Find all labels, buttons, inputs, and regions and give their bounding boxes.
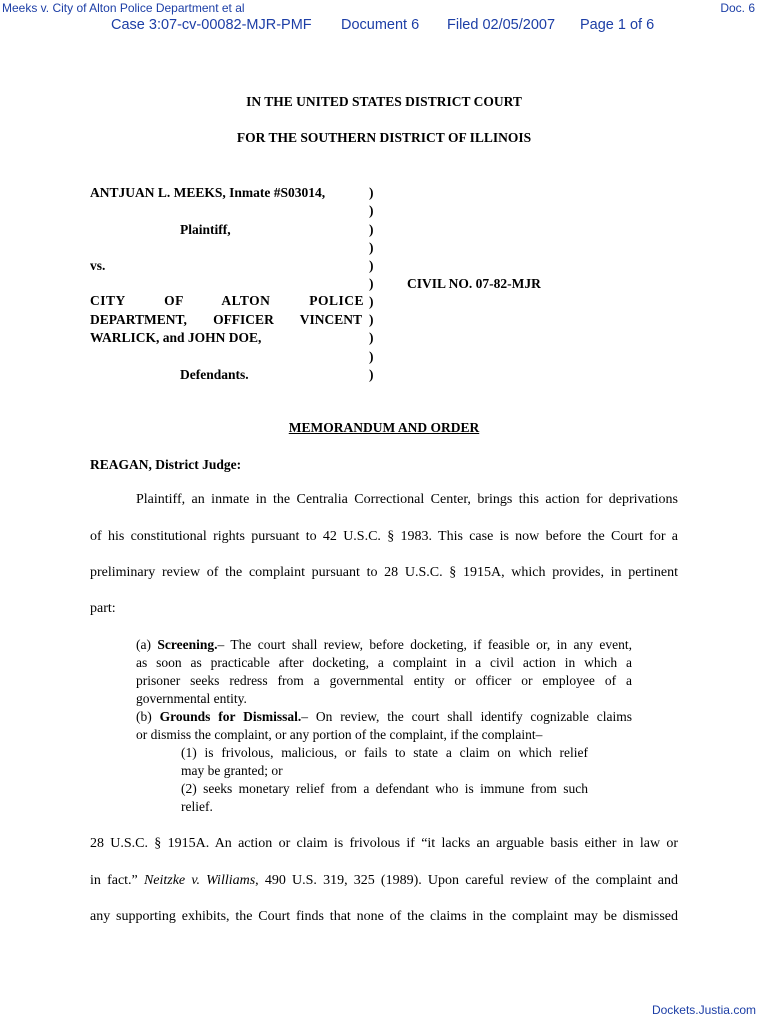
quote-item1-line2: may be granted; or [181, 763, 283, 778]
header-filed: Filed 02/05/2007 [447, 17, 556, 33]
caption-paren: ) [369, 258, 374, 273]
caption-paren: ) [369, 276, 374, 291]
quote-a-line4: governmental entity. [136, 691, 247, 706]
caption-vs: vs. [90, 258, 106, 273]
para1-line2: of his constitutional rights pursuant to 42 U.S.C. § 1983. This case is now before the Court for a [90, 529, 678, 544]
caption-paren: ) [369, 222, 374, 237]
caption-paren: ) [369, 185, 374, 200]
para1-line1: Plaintiff, an inmate in the Centralia Correctional Center, brings this action for deprivations [136, 492, 678, 507]
caption-paren: ) [369, 312, 374, 327]
quote-a-line2: as soon as practicable after docketing, a complaint in a civil action in which a [136, 655, 632, 670]
quote-a-line1: (a) Screening.– The court shall review, before docketing, if feasible or, in any event, [136, 637, 633, 652]
caption-paren: ) [369, 349, 374, 364]
para2-line2: in fact.” Neitzke v. Williams, 490 U.S. 319, 325 (1989). Upon careful review of the complaint and [90, 873, 678, 888]
caption-plaintiff-name: ANTJUAN L. MEEKS, Inmate #S03014, [90, 185, 326, 200]
header-case-title[interactable]: Meeks v. City of Alton Police Department et al [2, 1, 245, 15]
quote-item2-line2: relief. [181, 799, 213, 814]
court-heading-line2: FOR THE SOUTHERN DISTRICT OF ILLINOIS [236, 130, 532, 145]
caption-defendant-line2: DEPARTMENT, OFFICER VINCENT [90, 312, 362, 327]
caption-defendant-line3: WARLICK, and JOHN DOE, [90, 330, 262, 345]
caption-plaintiff-role: Plaintiff, [180, 222, 231, 237]
caption-paren: ) [369, 294, 374, 309]
caption-defendant-line1: CITY OF ALTON POLICE [90, 293, 364, 308]
quote-b-line2: or dismiss the complaint, or any portion of the complaint, if the complaint– [136, 727, 543, 742]
header-case-number: Case 3:07-cv-00082-MJR-PMF [111, 17, 312, 33]
court-heading-line1: IN THE UNITED STATES DISTRICT COURT [246, 94, 522, 109]
caption-paren: ) [369, 367, 374, 382]
header-page: Page 1 of 6 [580, 17, 655, 33]
header-doc-label[interactable]: Doc. 6 [720, 1, 755, 15]
quote-item1-line1: (1) is frivolous, malicious, or fails to state a claim on which relief [181, 745, 588, 760]
para1-line3: preliminary review of the complaint pursuant to 28 U.S.C. § 1915A, which provides, in pertinent [90, 565, 678, 580]
caption-civil-no: CIVIL NO. 07-82-MJR [407, 276, 541, 291]
case-citation: Neitzke v. Williams [143, 873, 256, 888]
judge-line: REAGAN, District Judge: [90, 457, 242, 472]
header-document: Document 6 [341, 17, 420, 33]
caption-paren: ) [369, 240, 374, 255]
caption-paren: ) [369, 330, 374, 345]
quote-item2-line1: (2) seeks monetary relief from a defendant who is immune from such [181, 781, 588, 796]
quote-a-line3: prisoner seeks redress from a governmental entity or officer or employee of a [136, 673, 632, 688]
caption-defendant-role: Defendants. [180, 367, 249, 382]
para1-line4: part: [90, 601, 116, 616]
order-title: MEMORANDUM AND ORDER [288, 420, 480, 435]
para2-line1: 28 U.S.C. § 1915A. An action or claim is frivolous if “it lacks an arguable basis either in law or [90, 836, 678, 851]
quote-b-line1: (b) Grounds for Dismissal.– On review, the court shall identify cognizable claims [136, 709, 633, 724]
footer-site-link[interactable]: Dockets.Justia.com [651, 1003, 756, 1017]
para2-line3: any supporting exhibits, the Court finds that none of the claims in the complaint may be dismissed [90, 909, 678, 924]
caption-paren: ) [369, 203, 374, 218]
